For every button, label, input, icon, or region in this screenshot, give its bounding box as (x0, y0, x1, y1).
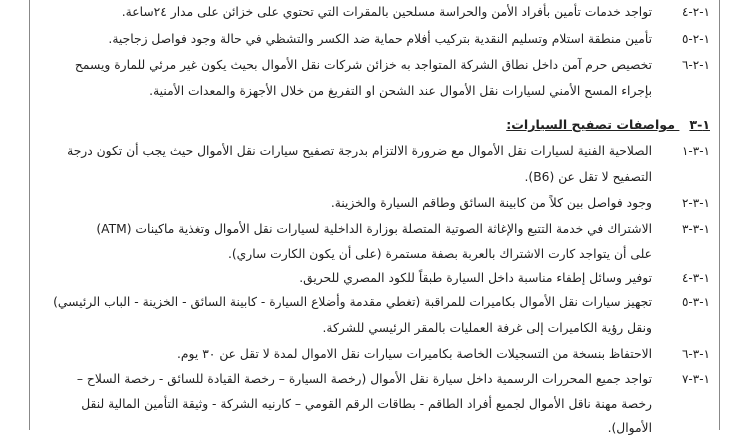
item-text: تجهيز سيارات نقل الأموال بكاميرات للمراقبة (تغطي مقدمة وأضلاع السيارة - كابينة السائق - الخزينة - الباب الرئيسي) (53, 295, 652, 309)
page-border-left (29, 0, 30, 430)
list-item-1-3-3 (40, 221, 710, 237)
item-text: الصلاحية الفنية لسيارات نقل الأموال مع ضرورة الالتزام بدرجة تصفيح سيارات نقل الأموال حيث يجب أن تكون درجة (67, 144, 652, 158)
item-number: ١-٣-٧ (681, 372, 710, 386)
item-text: ونقل رؤية الكاميرات إلى غرفة العمليات بالمقر الرئيسي للشركة. (322, 321, 652, 335)
section-title: مواصفات تصفيح السيارات: (506, 117, 675, 132)
item-number: ١-٣-٢ (681, 196, 710, 210)
item-text: الاشتراك في خدمة التتبع والإغاثة الصوتية المتصلة بوزارة الداخلية لسيارات نقل الأموال وتغذية ماكينات (ATM) (96, 222, 652, 236)
item-number: ١-٣-٦ (681, 347, 710, 361)
list-item-1-3-1 (40, 143, 710, 159)
item-text: بإجراء المسح الأمني لسيارات نقل الأموال عند الشحن او التفريغ من خلال الأجهزة والمعدات الأمنية. (149, 84, 652, 98)
list-item-1-3-4 (40, 270, 710, 286)
list-item-1-3-6 (40, 346, 710, 362)
list-item-1-2-6 (40, 57, 710, 73)
item-number: ١-٢-٦ (681, 58, 710, 72)
list-item-1-2-4 (40, 4, 710, 20)
item-text: وجود فواصل بين كلاً من كابينة السائق وطاقم السيارة والخزينة. (330, 196, 652, 210)
page-border-right (719, 0, 720, 430)
section-number: ١-٣ (689, 117, 710, 132)
list-item-1-3-7-continuation-2 (40, 420, 710, 436)
item-text: رخصة مهنة ناقل الأموال لجميع أفراد الطاقم - بطاقات الرقم القومي – كارنيه الشركة - وثيقة التأمين المالية لنقل (81, 397, 652, 411)
list-item-1-3-2 (40, 195, 710, 211)
item-text: تخصيص حرم آمن داخل نطاق الشركة المتواجد به خزائن شركات نقل الأموال بحيث يكون غير مرئي للمارة ويسمح (74, 58, 652, 72)
item-number: ١-٣-٥ (681, 295, 710, 309)
list-item-1-2-5 (40, 31, 710, 47)
list-item-1-3-5 (40, 294, 710, 310)
list-item-1-3-7 (40, 371, 710, 387)
list-item-1-3-7-continuation (40, 396, 710, 412)
item-text: تأمين منطقة استلام وتسليم النقدية بتركيب أفلام حماية ضد الكسر والتشظي في حالة وجود فواصل زجاجية. (108, 32, 652, 46)
item-text: توفير وسائل إطفاء مناسبة داخل السيارة طبقاً للكود المصري للحريق. (299, 271, 652, 285)
item-number: ١-٢-٥ (681, 32, 710, 46)
item-text: التصفيح لا تقل عن (B6). (524, 170, 652, 184)
item-number: ١-٢-٤ (681, 5, 710, 19)
list-item-1-2-6-continuation (40, 83, 710, 99)
item-text: تواجد خدمات تأمين بأفراد الأمن والحراسة مسلحين بالمقرات التي تحتوي على خزائن على مدار ٢٤ساعة. (121, 5, 652, 19)
section-heading-1-3 (506, 117, 710, 133)
item-text: الاحتفاظ بنسخة من التسجيلات الخاصة بكاميرات سيارات نقل الاموال لمدة لا تقل عن ٣٠ يوم. (176, 347, 652, 361)
item-number: ١-٣-٣ (681, 222, 710, 236)
list-item-1-3-3-continuation (40, 246, 710, 262)
item-text: على أن يتواجد كارت الاشتراك بالعربة بصفة مستمرة (على أن يكون الكارت ساري). (227, 247, 652, 261)
list-item-1-3-5-continuation (40, 320, 710, 336)
item-number: ١-٣-٤ (681, 271, 710, 285)
item-text: تواجد جميع المحررات الرسمية داخل سيارة نقل الأموال (رخصة السيارة – رخصة القيادة للسائق - رخصة السلاح – (76, 372, 652, 386)
list-item-1-3-1-continuation (40, 169, 710, 185)
item-number: ١-٣-١ (681, 144, 710, 158)
item-text: الأموال). (607, 421, 652, 435)
